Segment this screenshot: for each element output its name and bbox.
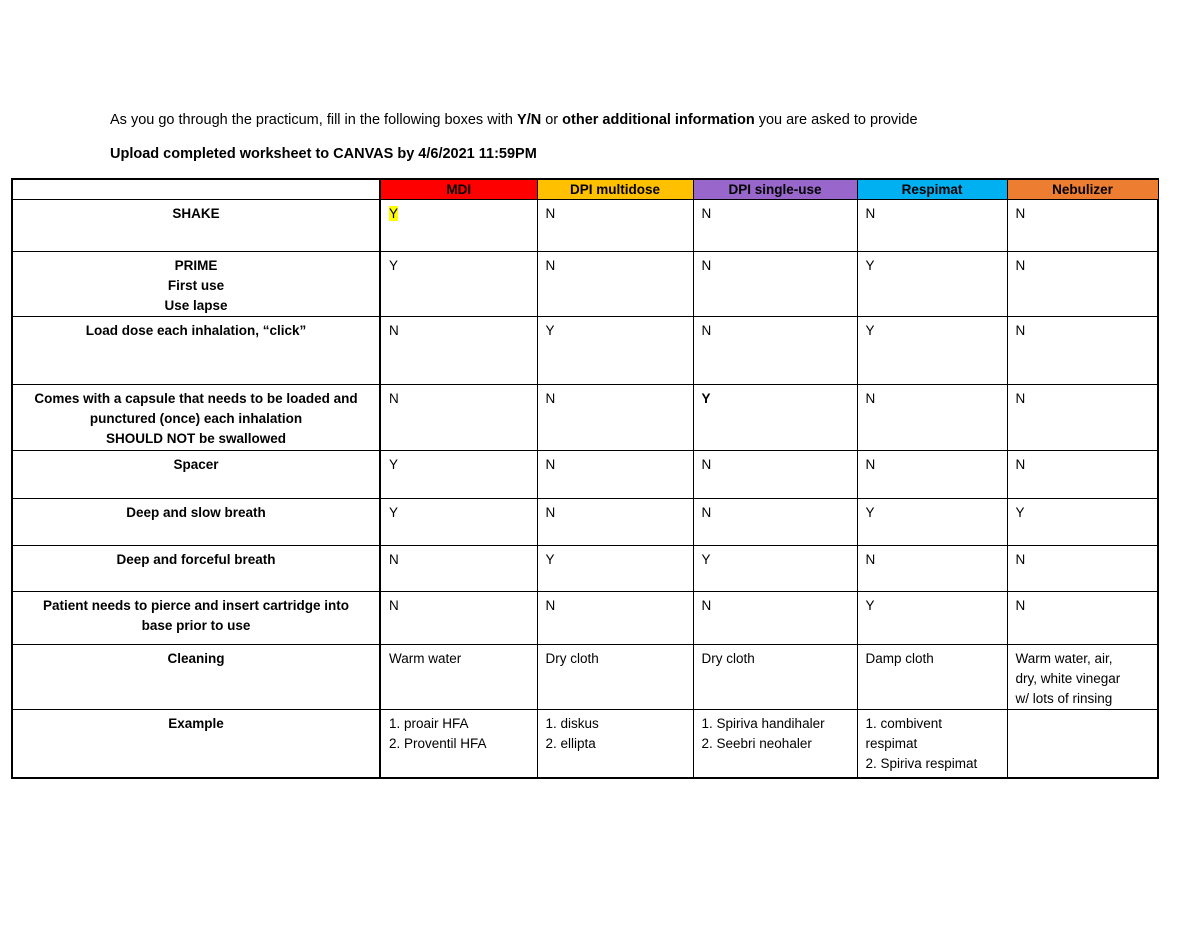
cell-dpi-multidose xyxy=(537,710,693,778)
cell-respimat xyxy=(857,546,1007,592)
cell-value: N xyxy=(701,598,712,613)
cell-value: N xyxy=(545,457,556,472)
cell-mdi xyxy=(380,645,537,710)
cell-dpi-multidose xyxy=(537,592,693,645)
cell-nebulizer xyxy=(1007,451,1158,499)
cell-nebulizer xyxy=(1007,385,1158,451)
cell-value: 1. Spiriva handihaler xyxy=(701,716,825,731)
cell-value: N xyxy=(389,323,399,338)
cell-dpi-single-use xyxy=(693,317,857,385)
instructions-part-2: or xyxy=(541,112,563,128)
cell-respimat xyxy=(857,451,1007,499)
table-row xyxy=(12,317,1158,385)
cell-dpi-multidose xyxy=(537,546,693,592)
instructions-part-3: you are asked to provide xyxy=(754,112,918,128)
cell-value: Y xyxy=(865,258,875,273)
table-row xyxy=(12,385,1158,451)
cell-value: 2. Spiriva respimat xyxy=(865,756,978,771)
cell-value: 2. ellipta xyxy=(545,736,596,751)
cell-value: 1. proair HFA xyxy=(389,716,469,731)
table-row xyxy=(12,645,1158,710)
cell-dpi-multidose xyxy=(537,451,693,499)
cell-value: N xyxy=(1015,552,1026,567)
row-label-line: Cleaning xyxy=(167,651,225,666)
cell-value: Y xyxy=(389,206,399,221)
cell-respimat xyxy=(857,645,1007,710)
row-label-line: Deep and forceful breath xyxy=(116,552,276,567)
row-label-line: Patient needs to pierce and insert cartridge into xyxy=(42,598,350,613)
cell-dpi-single-use xyxy=(693,385,857,451)
row-label xyxy=(12,252,380,317)
cell-respimat xyxy=(857,385,1007,451)
cell-value: Y xyxy=(389,457,399,472)
row-label xyxy=(12,645,380,710)
cell-value: Y xyxy=(1015,505,1025,520)
cell-dpi-single-use xyxy=(693,200,857,252)
cell-value: Y xyxy=(865,505,875,520)
cell-dpi-multidose xyxy=(537,385,693,451)
cell-value: w/ lots of rinsing xyxy=(1015,691,1113,706)
cell-value: N xyxy=(545,598,556,613)
cell-value: N xyxy=(701,258,712,273)
cell-value: Dry cloth xyxy=(701,651,755,666)
row-label xyxy=(12,592,380,645)
cell-value: N xyxy=(1015,323,1026,338)
cell-mdi xyxy=(380,710,537,778)
instructions-other-info: other additional information xyxy=(562,112,755,128)
table-row xyxy=(12,592,1158,645)
cell-respimat xyxy=(857,592,1007,645)
cell-nebulizer xyxy=(1007,200,1158,252)
row-label xyxy=(12,200,380,252)
cell-value: N xyxy=(545,206,556,221)
cell-dpi-single-use xyxy=(693,252,857,317)
cell-nebulizer xyxy=(1007,592,1158,645)
cell-value: dry, white vinegar xyxy=(1015,671,1121,686)
cell-value: Y xyxy=(389,505,399,520)
cell-mdi xyxy=(380,499,537,546)
cell-dpi-multidose xyxy=(537,645,693,710)
cell-nebulizer xyxy=(1007,546,1158,592)
cell-value: N xyxy=(701,323,712,338)
row-label-line: SHOULD NOT be swallowed xyxy=(105,431,287,446)
cell-value: N xyxy=(865,206,876,221)
cell-respimat xyxy=(857,710,1007,778)
column-header-dpi-single-use: DPI single-use xyxy=(693,179,857,200)
cell-value: Y xyxy=(865,323,875,338)
table-row xyxy=(12,710,1158,778)
cell-respimat xyxy=(857,252,1007,317)
cell-nebulizer xyxy=(1007,252,1158,317)
cell-dpi-single-use xyxy=(693,710,857,778)
instructions-yn: Y/N xyxy=(517,112,542,128)
cell-value: N xyxy=(865,552,876,567)
cell-value: N xyxy=(545,505,556,520)
row-label-line: First use xyxy=(167,278,225,293)
cell-value: Warm water, air, xyxy=(1015,651,1113,666)
cell-dpi-multidose xyxy=(537,252,693,317)
cell-mdi xyxy=(380,451,537,499)
corner-cell xyxy=(12,179,380,200)
table-row xyxy=(12,252,1158,317)
cell-dpi-multidose xyxy=(537,200,693,252)
cell-value: N xyxy=(1015,598,1026,613)
row-label xyxy=(12,385,380,451)
cell-dpi-single-use xyxy=(693,546,857,592)
row-label xyxy=(12,317,380,385)
table-row xyxy=(12,200,1158,252)
upload-deadline: Upload completed worksheet to CANVAS by 4/6/2021 11:59PM xyxy=(110,146,537,162)
cell-value: N xyxy=(545,258,556,273)
cell-value: N xyxy=(865,457,876,472)
instructions-text xyxy=(110,112,918,128)
cell-respimat xyxy=(857,200,1007,252)
table-row xyxy=(12,451,1158,499)
column-header-dpi-multidose: DPI multidose xyxy=(537,179,693,200)
cell-value: respimat xyxy=(865,736,918,751)
cell-mdi xyxy=(380,546,537,592)
cell-value: Damp cloth xyxy=(865,651,934,666)
row-label xyxy=(12,710,380,778)
cell-dpi-single-use xyxy=(693,451,857,499)
cell-nebulizer xyxy=(1007,710,1158,778)
cell-value: N xyxy=(1015,206,1026,221)
row-label-line: PRIME xyxy=(174,258,218,273)
cell-value: 1. combivent xyxy=(865,716,943,731)
cell-dpi-single-use xyxy=(693,645,857,710)
row-label xyxy=(12,546,380,592)
cell-value: N xyxy=(701,505,712,520)
cell-dpi-single-use xyxy=(693,499,857,546)
header-row xyxy=(12,179,1158,200)
cell-value: N xyxy=(389,391,399,406)
cell-value: N xyxy=(1015,391,1026,406)
column-header-mdi: MDI xyxy=(380,179,537,200)
cell-value: Y xyxy=(701,552,711,567)
cell-value: Warm water xyxy=(389,651,462,666)
cell-nebulizer xyxy=(1007,317,1158,385)
cell-value: Dry cloth xyxy=(545,651,599,666)
row-label-line: punctured (once) each inhalation xyxy=(89,411,303,426)
row-label-line: Deep and slow breath xyxy=(126,505,266,520)
cell-value: N xyxy=(545,391,556,406)
cell-value: 2. Proventil HFA xyxy=(389,736,487,751)
row-label-line: Spacer xyxy=(173,457,219,472)
table-row xyxy=(12,546,1158,592)
cell-value: 1. diskus xyxy=(545,716,599,731)
cell-value: Y xyxy=(545,552,555,567)
cell-value: N xyxy=(389,598,399,613)
cell-value: N xyxy=(1015,457,1026,472)
cell-mdi xyxy=(380,200,537,252)
row-label-line: SHAKE xyxy=(172,206,220,221)
cell-value: N xyxy=(701,206,712,221)
column-header-nebulizer: Nebulizer xyxy=(1007,179,1158,200)
cell-respimat xyxy=(857,317,1007,385)
row-label xyxy=(12,451,380,499)
cell-value: Y xyxy=(865,598,875,613)
cell-value: 2. Seebri neohaler xyxy=(701,736,812,751)
cell-value: N xyxy=(1015,258,1026,273)
cell-mdi xyxy=(380,592,537,645)
cell-value: N xyxy=(701,457,712,472)
row-label-line: base prior to use xyxy=(141,618,251,633)
cell-value: Y xyxy=(545,323,555,338)
inhaler-worksheet-table xyxy=(11,178,1159,779)
cell-mdi xyxy=(380,385,537,451)
cell-mdi xyxy=(380,252,537,317)
cell-respimat xyxy=(857,499,1007,546)
column-header-respimat: Respimat xyxy=(857,179,1007,200)
cell-dpi-multidose xyxy=(537,499,693,546)
cell-value: Y xyxy=(701,391,711,406)
cell-mdi xyxy=(380,317,537,385)
cell-value: N xyxy=(389,552,399,567)
row-label-line: Load dose each inhalation, “click” xyxy=(85,323,307,338)
row-label-line: Example xyxy=(168,716,224,731)
cell-value: N xyxy=(865,391,876,406)
cell-dpi-multidose xyxy=(537,317,693,385)
row-label-line: Use lapse xyxy=(164,298,228,313)
table-row xyxy=(12,499,1158,546)
cell-nebulizer xyxy=(1007,499,1158,546)
cell-value: Y xyxy=(389,258,399,273)
instructions-part-1: As you go through the practicum, fill in the following boxes with xyxy=(110,112,518,128)
cell-nebulizer xyxy=(1007,645,1158,710)
row-label-line: Comes with a capsule that needs to be loaded and xyxy=(34,391,358,406)
row-label xyxy=(12,499,380,546)
cell-dpi-single-use xyxy=(693,592,857,645)
